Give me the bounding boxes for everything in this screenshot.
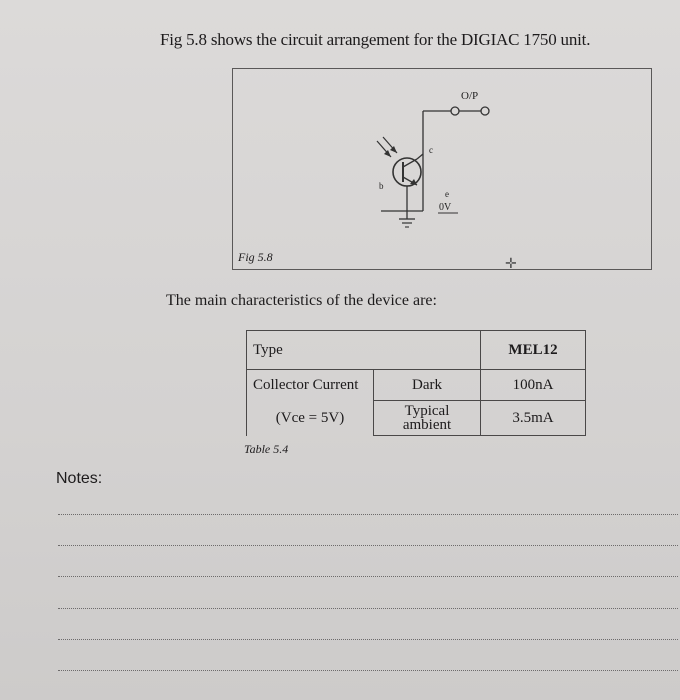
notes-line-3 — [58, 576, 678, 577]
output-label: O/P — [461, 90, 479, 102]
type-label: Type — [247, 331, 374, 370]
figure-caption: Fig 5.8 — [238, 250, 273, 264]
notes-line-6 — [58, 670, 678, 671]
vce-condition-label: (Vce = 5V) — [247, 401, 374, 436]
crosshair-icon: ✛ — [505, 257, 517, 272]
notes-label: Notes: — [56, 470, 103, 487]
notes-line-1 — [58, 514, 678, 515]
characteristics-table — [246, 330, 586, 436]
type-empty-cell — [374, 331, 481, 370]
intro-text: The main characteristics of the device are: — [166, 292, 437, 309]
dark-current-value: 100nA — [481, 370, 586, 401]
table-caption: Table 5.4 — [244, 442, 289, 456]
ground-label: 0V — [439, 202, 452, 213]
circuit-diagram — [233, 69, 651, 269]
collector-current-label: Collector Current — [247, 370, 374, 401]
condition-line-1: Typical — [404, 403, 450, 419]
figure-box — [232, 68, 652, 270]
condition-typical-ambient — [374, 401, 481, 436]
table-row — [247, 401, 586, 436]
transistor-collector-lead — [403, 159, 417, 167]
transistor-body — [393, 158, 421, 186]
ambient-current-value: 3.5mA — [481, 401, 586, 436]
notes-line-4 — [58, 608, 678, 609]
notes-line-2 — [58, 545, 678, 546]
table-row — [247, 331, 586, 370]
condition-dark: Dark — [374, 370, 481, 401]
condition-line-2: ambient — [402, 417, 452, 433]
notes-line-5 — [58, 639, 678, 640]
base-label: b — [379, 181, 384, 191]
emitter-label: e — [445, 189, 449, 199]
collector-label: c — [429, 145, 433, 155]
page-heading: Fig 5.8 shows the circuit arrangement for the DIGIAC 1750 unit. — [160, 30, 591, 49]
output-terminal-1 — [451, 107, 459, 115]
device-name: MEL12 — [481, 331, 586, 370]
table-row — [247, 370, 586, 401]
output-terminal-2 — [481, 107, 489, 115]
